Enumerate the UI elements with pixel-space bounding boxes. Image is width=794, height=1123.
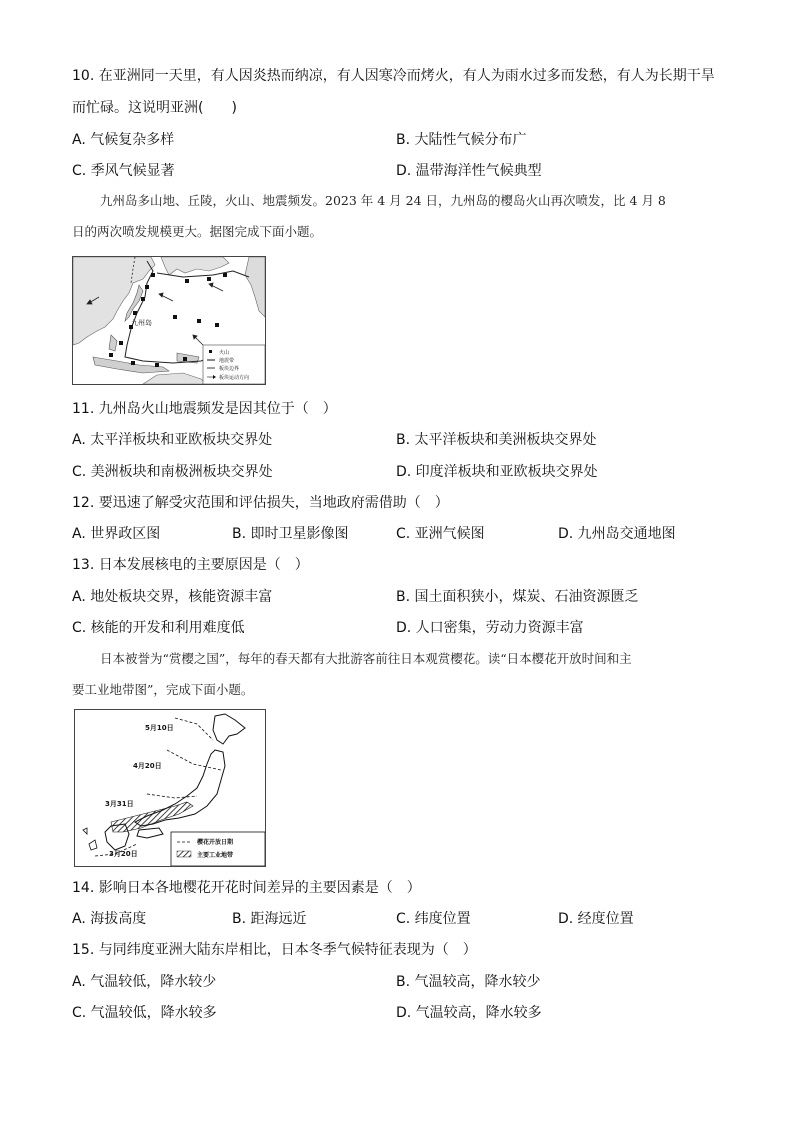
hokkaido [213, 714, 245, 744]
q13-option-d[interactable]: D. 人口密集，劳动力资源丰富 [396, 620, 584, 636]
q10-option-c[interactable]: C. 季风气候显著 [72, 163, 175, 179]
date-label-mar31: 3月31日 [105, 800, 134, 808]
legend-industrial-belt: 主要工业地带 [197, 852, 234, 859]
legend-movement: 板块运动方向 [219, 375, 250, 381]
q11-option-d[interactable]: D. 印度洋板块和亚欧板块交界处 [396, 464, 598, 480]
q11-option-a[interactable]: A. 太平洋板块和亚欧板块交界处 [72, 432, 273, 448]
q13-stem: 13. 日本发展核电的主要原因是（ ） [72, 557, 309, 573]
q14-stem: 14. 影响日本各地樱花开花时间差异的主要因素是（ ） [72, 880, 421, 896]
q13-option-c[interactable]: C. 核能的开发和利用难度低 [72, 620, 245, 636]
legend-blossom-date: 樱花开放日期 [197, 839, 234, 846]
q11-stem: 11. 九州岛火山地震频发是因其位于（ ） [72, 401, 337, 417]
legend-volcano: 火山 [219, 350, 230, 356]
north-landmass [161, 257, 229, 275]
date-label-apr20: 4月20日 [133, 762, 162, 770]
intro2-line2: 要工业地带图”，完成下面小题。 [72, 682, 254, 697]
q10-stem-line1: 10. 在亚洲同一天里，有人因炎热而纳凉，有人因寒冷而烤火，有人为雨水过多而发愁，有人为长期干旱 [72, 68, 715, 84]
shikoku [137, 828, 163, 838]
legend-plate-boundary: 板块边界 [219, 366, 240, 372]
q15-option-a[interactable]: A. 气温较低，降水较少 [72, 974, 217, 990]
japan-map [74, 709, 266, 867]
q14-option-a[interactable]: A. 海拔高度 [72, 911, 147, 927]
america-landmass [245, 257, 265, 317]
plate-map [72, 256, 266, 385]
q15-option-b[interactable]: B. 气温较高，降水较少 [396, 974, 541, 990]
q12-option-c[interactable]: C. 亚洲气候图 [396, 526, 485, 542]
q12-option-d[interactable]: D. 九州岛交通地图 [558, 526, 676, 542]
q15-stem: 15. 与同纬度亚洲大陆东岸相比，日本冬季气候特征表现为（ ） [72, 942, 477, 958]
place-label-kyushu: 九州岛 [131, 319, 152, 327]
q15-option-c[interactable]: C. 气温较低，降水较多 [72, 1005, 217, 1021]
q14-option-c[interactable]: C. 纬度位置 [396, 911, 471, 927]
q13-option-a[interactable]: A. 地处板块交界，核能资源丰富 [72, 589, 273, 605]
q15-option-d[interactable]: D. 气温较高，降水较多 [396, 1005, 542, 1021]
q11-option-c[interactable]: C. 美洲板块和南极洲板块交界处 [72, 464, 273, 480]
legend-quake-belt: 地震带 [219, 358, 235, 364]
q10-stem-line2: 而忙碌。这说明亚洲( ) [72, 100, 237, 116]
date-label-mar20: 3月20日 [109, 850, 138, 858]
q11-option-b[interactable]: B. 太平洋板块和美洲板块交界处 [396, 432, 597, 448]
date-line-1 [175, 718, 213, 740]
q12-stem: 12. 要迅速了解受灾范围和评估损失，当地政府需借助（ ） [72, 495, 449, 511]
q13-option-b[interactable]: B. 国土面积狭小，煤炭、石油资源匮乏 [396, 589, 639, 605]
date-label-may10: 5月10日 [145, 724, 174, 732]
intro2-line1: 日本被誉为“赏樱之国”，每年的春天都有大批游客前往日本观赏樱花。读“日本樱花开放时间和主 [100, 651, 632, 666]
q10-option-d[interactable]: D. 温带海洋性气候典型 [396, 163, 542, 179]
map2-legend [171, 832, 265, 866]
q10-option-b[interactable]: B. 大陆性气候分布广 [396, 132, 527, 148]
q14-option-d[interactable]: D. 经度位置 [558, 911, 634, 927]
q12-option-b[interactable]: B. 即时卫星影像图 [232, 526, 349, 542]
q12-option-a[interactable]: A. 世界政区图 [72, 526, 161, 542]
q10-option-a[interactable]: A. 气候复杂多样 [72, 132, 175, 148]
intro1-line2: 日的两次喷发规模更大。据图完成下面小题。 [72, 224, 323, 239]
intro1-line1: 九州岛多山地、丘陵，火山、地震频发。2023 年 4 月 24 日，九州岛的樱岛火山再次喷发，比 4 月 8 [100, 193, 666, 208]
q14-option-b[interactable]: B. 距海远近 [232, 911, 307, 927]
